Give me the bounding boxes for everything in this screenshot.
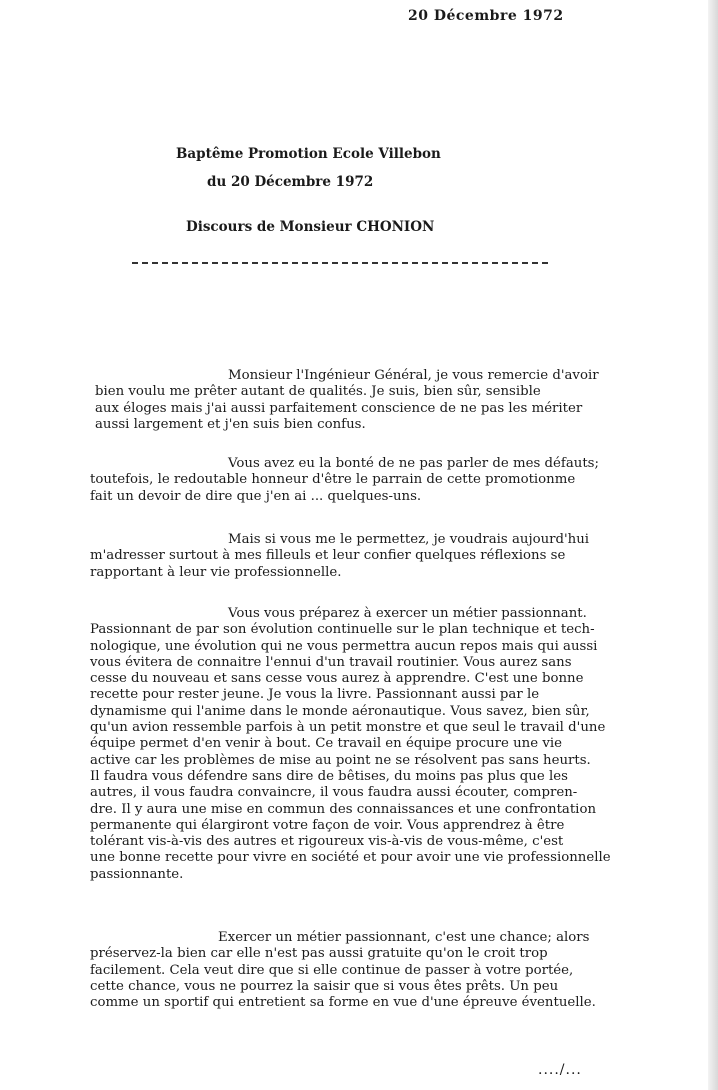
dashed-separator (132, 262, 548, 264)
paragraph-line: aussi largement et j'en suis bien confus. (95, 416, 366, 432)
paragraph-line: fait un devoir de dire que j'en ai ... quelques-uns. (90, 488, 422, 504)
paragraph-line: préservez-la bien car elle n'est pas aussi gratuite qu'on le croit trop (90, 946, 548, 962)
paragraph-line: dynamisme qui l'anime dans le monde aéronautique. Vous savez, bien sûr, (90, 703, 590, 719)
paragraph-line: autres, il vous faudra convaincre, il vous faudra aussi écouter, compren- (90, 785, 578, 801)
paragraph-4 (90, 606, 718, 883)
paragraph-line: facilement. Cela veut dire que si elle continue de passer à votre portée, (90, 962, 574, 978)
paragraph-line: toutefois, le redoutable honneur d'être le parrain de cette promotionme (90, 472, 576, 488)
paragraph-line: tolérant vis-à-vis des autres et rigoureux vis-à-vis de vous-même, c'est (90, 834, 564, 850)
paragraph-line: équipe permet d'en venir à bout. Ce travail en équipe procure une vie (90, 736, 562, 752)
paragraph-5 (90, 930, 718, 1011)
paragraph-line: une bonne recette pour vivre en société et pour avoir une vie professionnelle (90, 850, 611, 866)
paragraph-line: dre. Il y aura une mise en commun des connaissances et une confrontation (90, 801, 597, 817)
paragraph-2 (90, 456, 718, 505)
paragraph-line: cette chance, vous ne pourrez la saisir que si vous êtes prêts. Un peu (90, 978, 559, 994)
document-date: 20 Décembre 1972 (408, 8, 564, 24)
paragraph-line: Exercer un métier passionnant, c'est une chance; alors (218, 930, 590, 945)
paragraph-line: cesse du nouveau et sans cesse vous aurez à apprendre. C'est une bonne (90, 671, 584, 687)
paragraph-line: active car les problèmes de mise au point ne se résolvent pas sans heurts. (90, 752, 591, 768)
paragraph-line: m'adresser surtout à mes filleuls et leur confier quelques réflexions se (90, 548, 566, 564)
paragraph-line: rapportant à leur vie professionnelle. (90, 564, 342, 580)
paragraph-line: Mais si vous me le permettez, je voudrais aujourd'hui (228, 532, 590, 547)
paragraph-line: Vous vous préparez à exercer un métier passionnant. (228, 606, 587, 621)
paragraph-line: nologique, une évolution qui ne vous permettra aucun repos mais qui aussi (90, 638, 598, 654)
continuation-mark: ..../... (538, 1062, 582, 1078)
paragraph-line: Monsieur l'Ingénieur Général, je vous remercie d'avoir (228, 368, 599, 383)
paragraph-line: Passionnant de par son évolution continuelle sur le plan technique et tech- (90, 622, 595, 638)
paragraph-line: Vous avez eu la bonté de ne pas parler de mes défauts; (228, 456, 599, 471)
title-line-2: du 20 Décembre 1972 (207, 174, 374, 190)
speech-title: Discours de Monsieur CHONION (186, 219, 435, 235)
paragraph-line: qu'un avion ressemble parfois à un petit monstre et que seul le travail d'une (90, 720, 606, 736)
paragraph-3 (90, 532, 718, 581)
paragraph-line: permanente qui élargiront votre façon de voir. Vous apprendrez à être (90, 817, 565, 833)
paragraph-line: passionnante. (90, 866, 184, 882)
paragraph-line: recette pour rester jeune. Je vous la livre. Passionnant aussi par le (90, 687, 540, 703)
paragraph-line: aux éloges mais j'ai aussi parfaitement conscience de ne pas les mériter (95, 400, 583, 416)
title-line-1: Baptême Promotion Ecole Villebon (176, 146, 441, 162)
paragraph-line: bien voulu me prêter autant de qualités. Je suis, bien sûr, sensible (95, 384, 541, 400)
paragraph-line: comme un sportif qui entretient sa forme en vue d'une épreuve éventuelle. (90, 995, 596, 1011)
paragraph-1 (90, 368, 718, 433)
paragraph-line: vous évitera de connaitre l'ennui d'un travail routinier. Vous aurez sans (90, 654, 572, 670)
paragraph-line: Il faudra vous défendre sans dire de bêtises, du moins pas plus que les (90, 768, 568, 784)
